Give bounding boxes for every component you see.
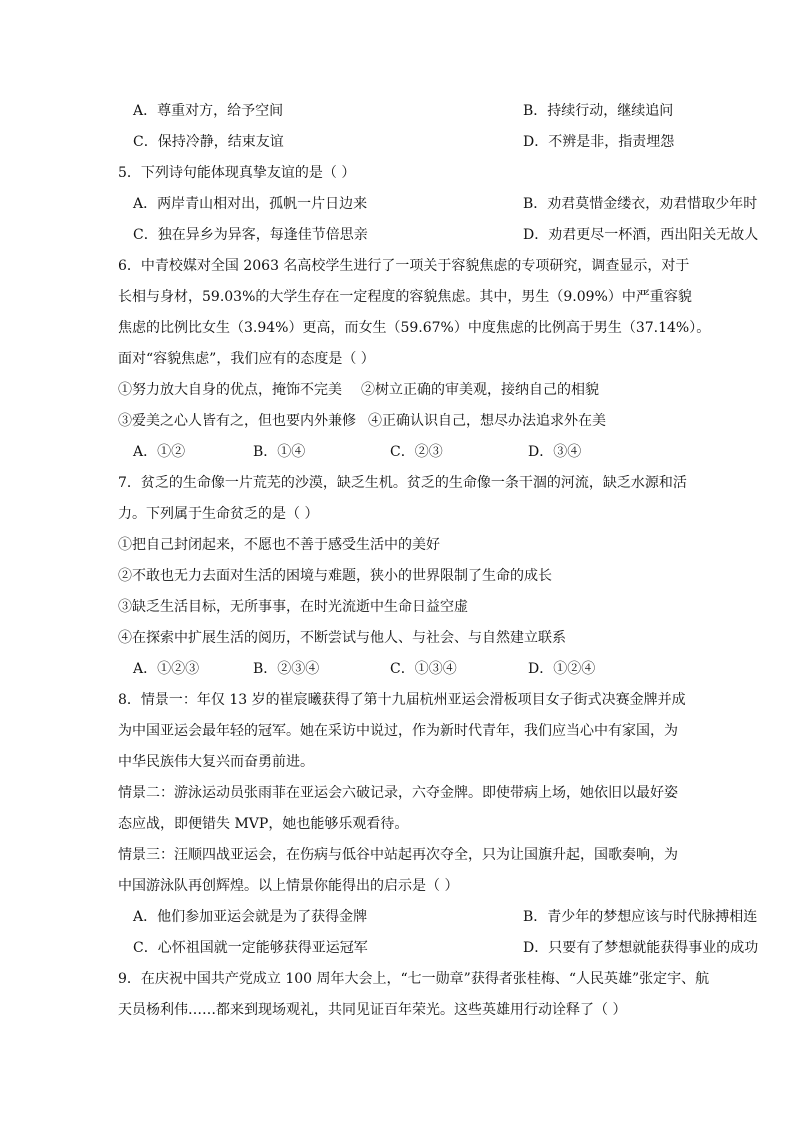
q8-option-b: B．青少年的梦想应该与时代脉搏相连 — [523, 909, 758, 925]
q5-option-b: B．劝君莫惜金缕衣，劝君惜取少年时 — [523, 196, 758, 212]
q8-stem-line-6: 情景三：汪顺四战亚运会，在伤病与低谷中站起再次夺全，只为让国旗升起，国歌奏响，为 — [118, 847, 678, 863]
q7-stem-line-1: 7．贫乏的生命像一片荒芜的沙漠，缺乏生机。贫乏的生命像一条干涸的河流，缺乏水源和活 — [118, 475, 687, 491]
q4-option-a: A．尊重对方，给予空间 — [133, 103, 284, 119]
q8-stem-line-3: 中华民族伟大复兴而奋勇前进。 — [118, 754, 314, 770]
q7-stem-line-2: 力。下列属于生命贫乏的是（ ） — [118, 506, 319, 522]
q4-option-b: B．持续行动，继续追问 — [523, 103, 674, 119]
q7-item-3: ③缺乏生活目标，无所事事，在时光流逝中生命日益空虚 — [118, 599, 468, 615]
q6-stem-line-1: 6．中青校媒对全国 2063 名高校学生进行了一项关于容貌焦虑的专项研究，调查显示，对于 — [118, 258, 690, 274]
q6-item-3: ③爱美之心人皆有之，但也要内外兼修 — [118, 413, 356, 429]
q8-option-row-2 — [133, 939, 759, 957]
q6-stem-line-2: 长相与身材，59.03%的大学生存在一定程度的容貌焦虑。其中，男生（9.09%）中严重容貌 — [118, 289, 692, 305]
q8-stem-line-4: 情景二：游泳运动员张雨菲在亚运会六破记录，六夺金牌。即使带病上场，她依旧以最好姿 — [118, 785, 678, 801]
q6-item-row-1 — [118, 381, 599, 399]
q7-item-2: ②不敢也无力去面对生活的困境与难题，狭小的世界限制了生命的成长 — [118, 568, 552, 584]
q4-option-d: D．不辨是非，指责埋怨 — [523, 134, 675, 150]
q6-item-4: ④正确认识自己，想尽办法追求外在美 — [368, 413, 606, 429]
q6-stem-line-3: 焦虑的比例比女生（3.94%）更高，而女生（59.67%）中度焦虑的比例高于男生（37.14%）。 — [118, 320, 711, 336]
q6-choices — [133, 443, 582, 461]
q7-choice-b: B．②③④ — [253, 661, 320, 677]
q7-choices — [133, 660, 596, 678]
q6-stem-line-4: 面对“容貌焦虑”，我们应有的态度是（ ） — [118, 351, 375, 367]
q4-option-c: C．保持冷静，结束友谊 — [133, 134, 284, 150]
q4-option-row-1 — [133, 102, 674, 120]
q8-stem-line-5: 态应战，即便错失 MVP，她也能够乐观看待。 — [118, 816, 409, 832]
q5-stem: 5．下列诗句能体现真挚友谊的是（ ） — [118, 165, 356, 181]
q6-choice-d: D．③④ — [528, 444, 582, 460]
q8-option-row-1 — [133, 908, 758, 926]
q8-stem-line-2: 为中国亚运会最年轻的冠军。她在采访中说过，作为新时代青年，我们应当心中有家国，为 — [118, 723, 678, 739]
q9-stem-line-2: 天员杨利伟……都来到现场观礼，共同见证百年荣光。这些英雄用行动诠释了（ ） — [118, 1002, 627, 1018]
q9-stem-line-1: 9．在庆祝中国共产党成立 100 周年大会上，“七一勋章”获得者张桂梅、“人民英雄”张定宇、航 — [118, 971, 710, 987]
q8-stem-line-1: 8．情景一：年仅 13 岁的崔宸曦获得了第十九届杭州亚运会滑板项目女子街式决赛金牌并成 — [118, 692, 686, 708]
q4-option-row-2 — [133, 133, 675, 151]
q6-choice-c: C．②③ — [390, 444, 443, 460]
q7-choice-c: C．①③④ — [390, 661, 457, 677]
q8-option-d: D．只要有了梦想就能获得事业的成功 — [523, 940, 759, 956]
q5-option-a: A．两岸青山相对出，孤帆一片日边来 — [133, 196, 368, 212]
q7-item-4: ④在探索中扩展生活的阅历，不断尝试与他人、与社会、与自然建立联系 — [118, 630, 566, 646]
q6-item-1: ①努力放大自身的优点，掩饰不完美 — [118, 382, 342, 398]
q5-option-row-1 — [133, 195, 758, 213]
q5-option-d: D．劝君更尽一杯酒，西出阳关无故人 — [523, 227, 759, 243]
q6-item-row-2 — [118, 412, 606, 430]
q7-item-1: ①把自己封闭起来，不愿也不善于感受生活中的美好 — [118, 537, 440, 553]
q6-choice-a: A．①② — [133, 444, 186, 460]
q5-option-c: C．独在异乡为异客，每逢佳节倍思亲 — [133, 227, 368, 243]
q8-option-a: A．他们参加亚运会就是为了获得金牌 — [133, 909, 368, 925]
q7-choice-a: A．①②③ — [133, 661, 200, 677]
q7-choice-d: D．①②④ — [528, 661, 596, 677]
q8-option-c: C．心怀祖国就一定能够获得亚运冠军 — [133, 940, 368, 956]
q6-item-2: ②树立正确的审美观，接纳自己的相貌 — [361, 382, 599, 398]
q5-option-row-2 — [133, 226, 759, 244]
q6-choice-b: B．①④ — [253, 444, 306, 460]
q8-stem-line-7: 中国游泳队再创辉煌。以上情景你能得出的启示是（ ） — [118, 878, 459, 894]
